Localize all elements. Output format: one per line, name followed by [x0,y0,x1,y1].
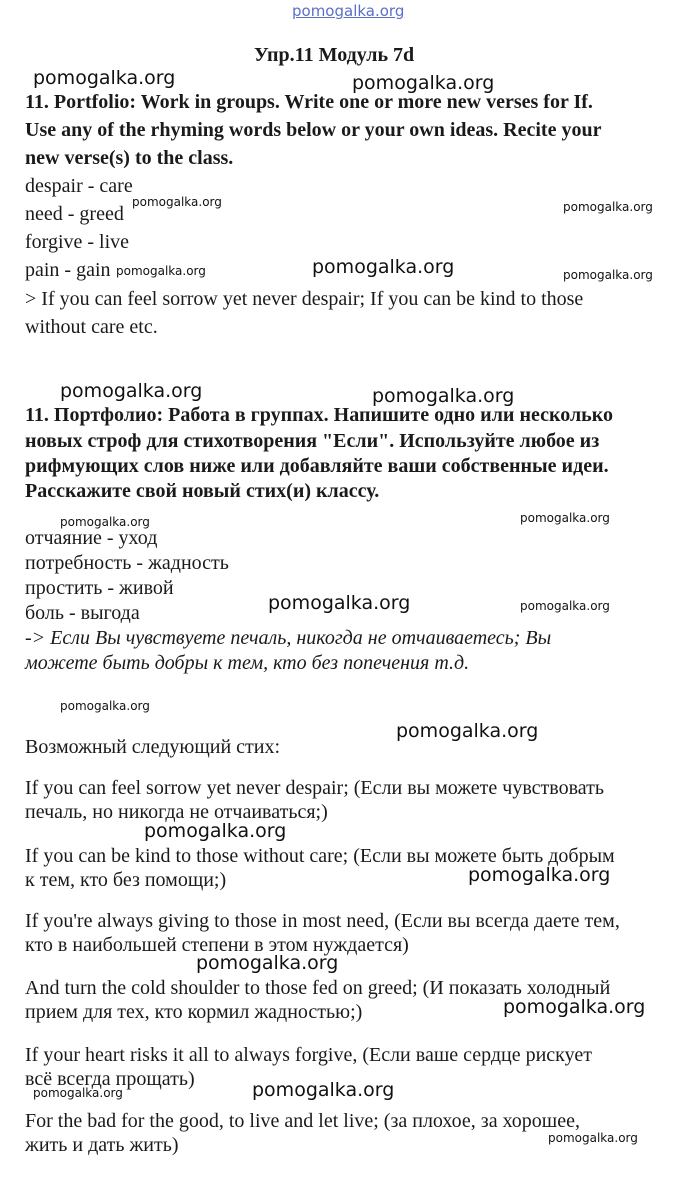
watermark: pomogalka.org [396,720,539,742]
rhyme-pair-en: forgive - live [25,231,130,253]
rhyme-pair-ru: отчаяние - уход [25,527,158,549]
rhyme-pair-en: despair - care [25,175,133,197]
verse-line: кто в наибольшей степени в этом нуждается) [25,934,409,956]
rhyme-pair-ru: простить - живой [25,577,174,599]
watermark: pomogalka.org [33,1086,123,1100]
task-line-ru: рифмующих слов ниже или добавляйте ваши собственные идеи. [25,455,609,477]
verse-line: If your heart risks it all to always forgive, (Если ваше сердце рискует [25,1044,592,1066]
watermark: pomogalka.org [144,820,287,842]
answer-intro: Возможный следующий стих: [25,736,281,758]
watermark: pomogalka.org [132,195,222,209]
example-line-ru: -> Если Вы чувствуете печаль, никогда не отчаиваетесь; Вы [25,627,552,649]
watermark: pomogalka.org [372,385,515,407]
verse-line: печаль, но никогда не отчаиваться;) [25,801,328,823]
watermark: pomogalka.org [548,1131,638,1145]
watermark: pomogalka.org [352,72,495,94]
rhyme-pair-en: pain - gain [25,259,111,281]
watermark: pomogalka.org [33,67,176,89]
watermark: pomogalka.org [563,200,653,214]
task-line-ru: 11. Портфолио: Работа в группах. Напишите одно или несколько [25,404,614,426]
watermark: pomogalka.org [520,599,610,613]
watermark: pomogalka.org [503,996,646,1018]
watermark: pomogalka.org [520,511,610,525]
rhyme-pair-en: need - greed [25,203,124,225]
page-title: Упр.11 Модуль 7d [254,44,415,66]
verse-line: And turn the cold shoulder to those fed on greed; (И показать холодный [25,977,611,999]
task-line-ru: Расскажите свой новый стих(и) классу. [25,480,380,502]
site-link[interactable]: pomogalka.org [292,2,405,20]
verse-line: If you're always giving to those in most need, (Если вы всегда даете тем, [25,910,620,932]
watermark: pomogalka.org [60,515,150,529]
verse-line: жить и дать жить) [25,1134,179,1156]
verse-line: If you can be kind to those without care; (Если вы можете быть добрым [25,845,615,867]
task-line-en: 11. Portfolio: Work in groups. Write one or more new verses for If. [25,91,593,113]
verse-line: всё всегда прощать) [25,1068,195,1090]
watermark: pomogalka.org [60,380,203,402]
watermark: pomogalka.org [252,1079,395,1101]
watermark: pomogalka.org [563,268,653,282]
watermark: pomogalka.org [468,864,611,886]
watermark: pomogalka.org [116,264,206,278]
example-line-en: without care etc. [25,316,158,338]
task-line-en: Use any of the rhyming words below or your own ideas. Recite your [25,119,602,141]
verse-line: к тем, кто без помощи;) [25,869,227,891]
watermark: pomogalka.org [196,952,339,974]
watermark: pomogalka.org [268,592,411,614]
watermark: pomogalka.org [312,256,455,278]
verse-line: For the bad for the good, to live and let live; (за плохое, за хорошее, [25,1110,580,1132]
rhyme-pair-ru: потребность - жадность [25,552,229,574]
task-line-en: new verse(s) to the class. [25,147,234,169]
example-line-en: > If you can feel sorrow yet never despair; If you can be kind to those [25,288,584,310]
verse-line: If you can feel sorrow yet never despair; (Если вы можете чувствовать [25,777,604,799]
verse-line: прием для тех, кто кормил жадностью;) [25,1001,363,1023]
task-line-ru: новых строф для стихотворения "Если". Используйте любое из [25,430,600,452]
rhyme-pair-ru: боль - выгода [25,602,140,624]
example-line-ru: можете быть добры к тем, кто без попечения т.д. [25,652,470,674]
watermark: pomogalka.org [60,699,150,713]
